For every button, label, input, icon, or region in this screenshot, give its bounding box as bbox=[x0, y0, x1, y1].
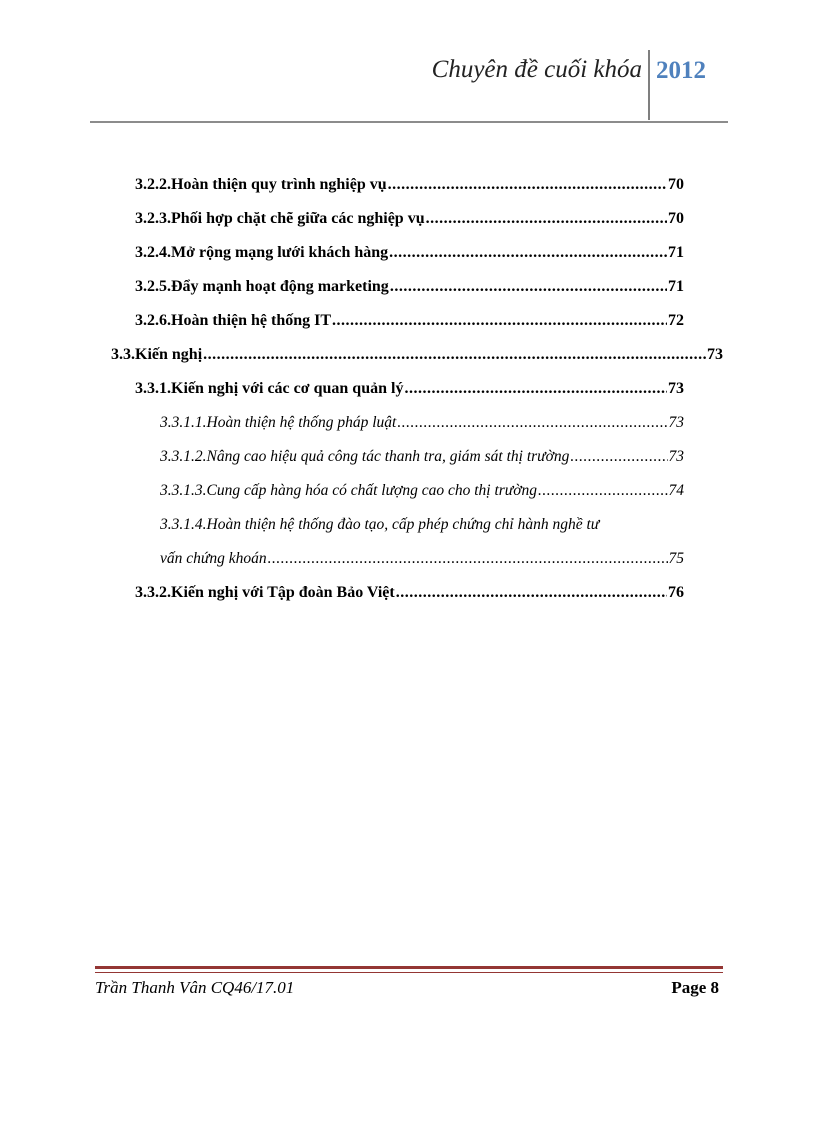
footer-author: Trần Thanh Vân CQ46/17.01 bbox=[95, 978, 295, 997]
toc-entry-page: 72 bbox=[668, 312, 684, 329]
toc-leader bbox=[426, 206, 667, 232]
toc-entry[interactable] bbox=[160, 546, 684, 572]
toc-entry-label: 3.3.1.3.Cung cấp hàng hóa có chất lượng cao cho thị trường bbox=[160, 482, 538, 499]
toc-entry[interactable] bbox=[135, 172, 684, 198]
toc-entry-page: 73 bbox=[668, 448, 684, 465]
toc-leader bbox=[203, 342, 706, 368]
toc-entry-label: 3.2.2.Hoàn thiện quy trình nghiệp vụ bbox=[135, 176, 387, 193]
toc-entry[interactable] bbox=[135, 240, 684, 266]
toc-entry[interactable] bbox=[160, 444, 684, 470]
toc-entry-page: 75 bbox=[668, 550, 684, 567]
toc-entry-page: 74 bbox=[668, 482, 684, 499]
toc-entry[interactable] bbox=[160, 478, 684, 504]
toc-leader bbox=[538, 478, 667, 504]
toc-entry[interactable] bbox=[160, 410, 684, 436]
toc-entry-page: 73 bbox=[668, 414, 684, 431]
toc-entry-label: 3.3.2.Kiến nghị với Tập đoàn Bảo Việt bbox=[135, 584, 395, 601]
toc-entry[interactable] bbox=[135, 580, 684, 606]
footer-rule-thin bbox=[95, 972, 723, 973]
toc-entry-label: 3.2.4.Mở rộng mạng lưới khách hàng bbox=[135, 244, 389, 261]
toc-entry[interactable] bbox=[135, 274, 684, 300]
toc-entry-label: 3.2.6.Hoàn thiện hệ thống IT bbox=[135, 312, 332, 329]
toc-entry[interactable] bbox=[111, 342, 723, 368]
toc-leader bbox=[396, 580, 667, 606]
toc-leader bbox=[390, 274, 667, 300]
header-title: Chuyên đề cuối khóa bbox=[431, 56, 642, 83]
toc-entry-label: 3.3.1.2.Nâng cao hiệu quả công tác thanh tra, giám sát thị trường bbox=[160, 448, 570, 465]
toc-entry-page: 71 bbox=[668, 244, 684, 261]
toc-entry-label: vấn chứng khoán bbox=[160, 550, 267, 567]
toc-entry[interactable] bbox=[135, 308, 684, 334]
toc-entry[interactable] bbox=[135, 206, 684, 232]
footer-page-number: Page 8 bbox=[671, 978, 719, 997]
toc-entry-page: 73 bbox=[707, 346, 723, 363]
toc-leader bbox=[570, 444, 667, 470]
toc-leader bbox=[397, 410, 667, 436]
toc-entry-page: 73 bbox=[668, 380, 684, 397]
toc-entry-label: 3.3.1.Kiến nghị với các cơ quan quản lý bbox=[135, 380, 404, 397]
toc-entry-label: 3.2.3.Phối hợp chặt chẽ giữa các nghiệp vụ bbox=[135, 210, 425, 227]
toc-entry-label: 3.3.1.1.Hoàn thiện hệ thống pháp luật bbox=[160, 414, 397, 431]
header-rule bbox=[90, 121, 728, 123]
toc-entry-label: 3.2.5.Đẩy mạnh hoạt động marketing bbox=[135, 278, 389, 295]
toc-entry-page: 76 bbox=[668, 584, 684, 601]
header-year: 2012 bbox=[656, 57, 706, 84]
toc-entry[interactable] bbox=[135, 376, 684, 402]
toc-leader bbox=[268, 546, 668, 572]
toc-leader bbox=[332, 308, 667, 334]
toc-entry-page: 71 bbox=[668, 278, 684, 295]
header-divider bbox=[648, 50, 650, 120]
toc-entry-page: 70 bbox=[668, 210, 684, 227]
toc-entry-wrapped-line[interactable]: 3.3.1.4.Hoàn thiện hệ thống đào tạo, cấp phép chứng chỉ hành nghề tư bbox=[160, 516, 600, 533]
toc-leader bbox=[388, 172, 667, 198]
toc-leader bbox=[404, 376, 667, 402]
footer-rule bbox=[95, 966, 723, 969]
toc-entry-label: 3.3.Kiến nghị bbox=[111, 346, 203, 363]
toc-leader bbox=[389, 240, 667, 266]
toc-entry-page: 70 bbox=[668, 176, 684, 193]
